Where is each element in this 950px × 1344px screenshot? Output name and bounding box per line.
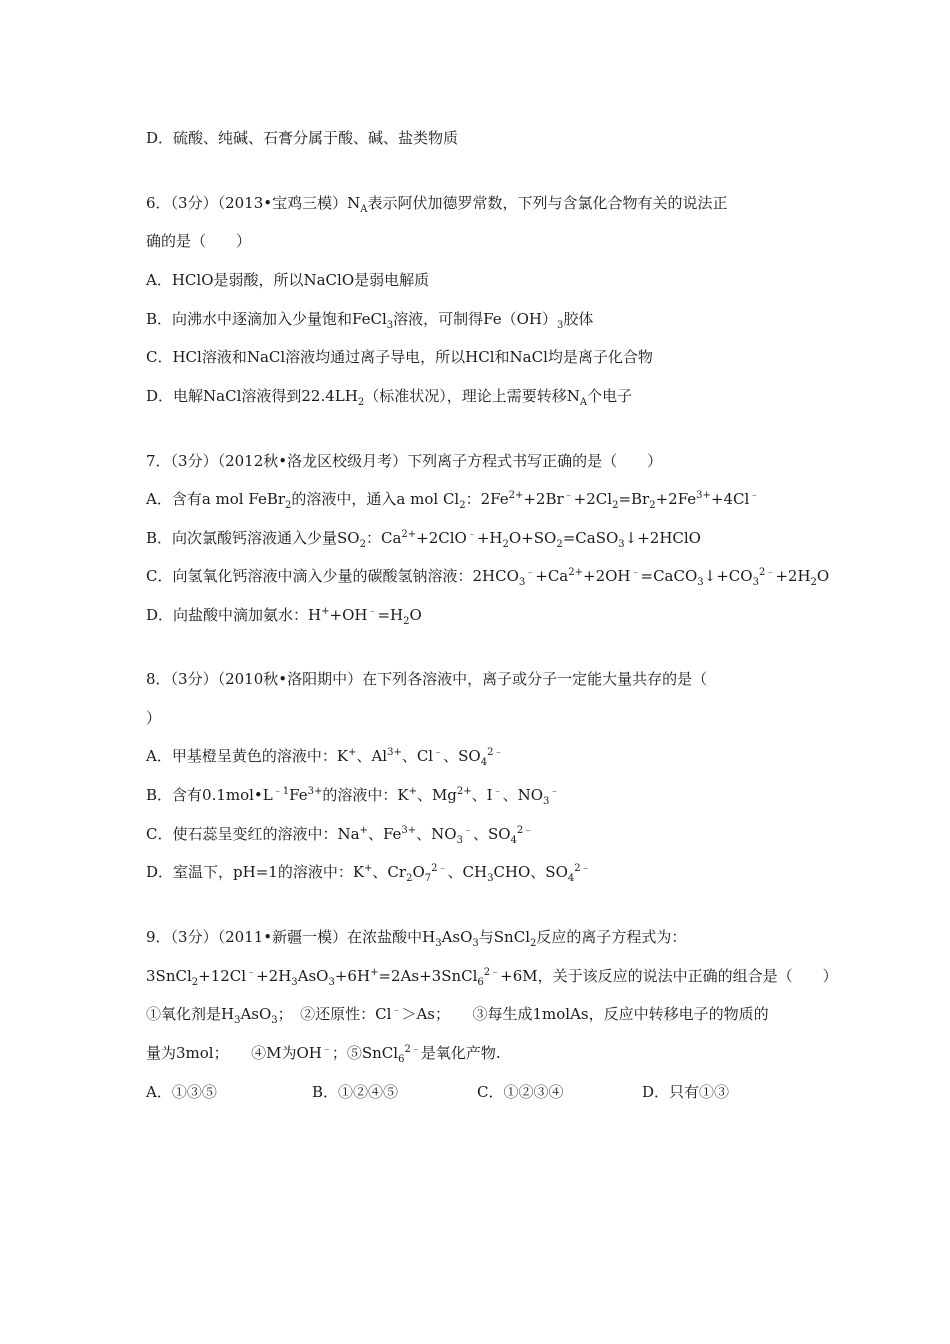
q9-eq-t6: =2As+3SnCl	[378, 967, 478, 985]
q9-option-c: C．①②③④	[477, 1083, 564, 1101]
q8-option-a	[146, 746, 503, 766]
q8-b-s1: 3	[543, 796, 550, 807]
q8-b-t2: Fe	[289, 786, 308, 804]
q9-eq-s1: 2	[191, 977, 199, 988]
q8-option-d	[146, 862, 591, 882]
q9-items2-t2: ；⑤SnCl	[331, 1044, 399, 1062]
q7-option-b	[146, 528, 701, 548]
q6-option-a	[146, 270, 429, 290]
q7-c-sup2: 2+	[568, 567, 584, 578]
q8-stem-text: 8．（3分）（2010秋•洛阳期中）在下列各溶液中，离子或分子一定能大量共存的是（	[146, 670, 708, 688]
q7-a-sup2: ﹣	[563, 490, 574, 501]
q9-stem-t3: 与SnCl	[478, 928, 530, 946]
q8-b-sup3: +	[408, 786, 417, 797]
q6-stem-sub: A	[360, 204, 368, 215]
q7-c-sup1: ﹣	[525, 567, 536, 578]
q8-d-t2: 、Cr	[372, 863, 407, 881]
q8-b-t6: 、NO	[502, 786, 544, 804]
q8-a-t4: 、SO	[443, 747, 481, 765]
q7-c-t1: C．向氢氧化钙溶液中滴入少量的碳酸氢钠溶液：2HCO	[146, 567, 519, 585]
q9-eq-t3: +2H	[256, 967, 292, 985]
q8-c-sup2: 3+	[401, 825, 417, 836]
q5-option-d-text: D．硫酸、纯碱、石膏分属于酸、碱、盐类物质	[146, 129, 459, 147]
q7-a-sup1: 2+	[508, 490, 524, 501]
q9-eq-s3: 3	[328, 977, 335, 988]
q9-eq-t5: +6H	[334, 967, 371, 985]
q8-d-t3: O	[412, 863, 425, 881]
q9-option-d: D．只有①③	[642, 1083, 730, 1101]
q8-option-b	[146, 785, 559, 805]
q8-d-t5: CHO、SO	[493, 863, 568, 881]
q7-a-t8: +4Cl	[710, 490, 750, 508]
q9-items-t4: ＞As； ③每生成1molAs，反应中转移电子的物质的	[401, 1005, 769, 1023]
q7-b-t3: +2ClO	[416, 529, 467, 547]
q7-c-s1: 3	[518, 577, 526, 588]
q6-option-a-text: A．HClO是弱酸，所以NaClO是弱电解质	[146, 271, 430, 289]
q7-a-t3: ：2Fe	[465, 490, 509, 508]
q8-a-sup2: 3+	[387, 747, 402, 758]
q6-option-d-sub1: 2	[357, 397, 365, 408]
q5-option-d	[146, 128, 458, 148]
q8-a-t3: 、Cl	[401, 747, 434, 765]
q9-stem-s2: 3	[472, 938, 479, 949]
q7-b-sup2: ﹣	[466, 529, 477, 540]
q7-option-d	[146, 605, 422, 625]
q9-items2-sup1: ﹣	[321, 1044, 332, 1055]
q8-d-t1: D．室温下，pH=1的溶液中：K	[146, 863, 365, 881]
q6-option-c-text: C．HCl溶液和NaCl溶液均通过离子导电，所以HCl和NaCl均是离子化合物	[146, 348, 653, 366]
q7-b-s3: 2	[556, 539, 563, 550]
q8-a-t2: 、Al	[356, 747, 388, 765]
q6-option-d-text: D．电解NaCl溶液得到22.4LH	[146, 387, 358, 405]
q7-c-t6: +2H	[775, 567, 811, 585]
q9-stem-t1: 9．（3分）（2011•新疆一模）在浓盐酸中H	[146, 928, 436, 946]
q7-a-t4: +2Br	[523, 490, 564, 508]
q9-eq-sup1: ﹣	[246, 967, 257, 978]
q8-stem-line2	[146, 708, 161, 728]
q9-eq-t2: +12Cl	[198, 967, 247, 985]
q8-b-sup4: 2+	[456, 786, 472, 797]
q9-items-line2	[146, 1043, 501, 1063]
q9-items2-t1: 量为3mol； ④M为OH	[146, 1044, 322, 1062]
q7-c-s2: 3	[697, 577, 704, 588]
q7-d-sup1: +	[321, 606, 330, 617]
q9-items2-t3: 是氧化产物.	[420, 1044, 501, 1062]
q7-b-sup1: 2+	[401, 529, 417, 540]
q9-items2-sup2: 2﹣	[404, 1044, 421, 1055]
q6-option-b	[146, 309, 593, 329]
q8-c-s2: 4	[510, 835, 517, 846]
q7-c-t7: O	[816, 567, 830, 585]
q8-a-t1: A．甲基橙呈黄色的溶液中：K	[146, 747, 349, 765]
q8-d-s3: 3	[487, 873, 494, 884]
q7-c-t4: =CaCO	[640, 567, 698, 585]
q6-option-b-sub1: 3	[386, 320, 394, 331]
q7-stem	[146, 451, 662, 471]
q9-option-b: B．①②④⑤	[312, 1083, 399, 1101]
q7-c-s4: 2	[810, 577, 817, 588]
q7-a-s4: 2	[649, 500, 656, 511]
q6-stem-line1	[146, 193, 728, 213]
q6-stem-line2	[146, 231, 251, 251]
q9-items-line1	[146, 1004, 769, 1024]
q9-items-t3: ； ②还原性：Cl	[277, 1005, 392, 1023]
q7-b-s2: 2	[502, 539, 509, 550]
q8-b-sup5: ﹣	[492, 786, 503, 797]
q8-c-s1: 3	[456, 835, 463, 846]
q8-b-t3: 的溶液中：K	[322, 786, 409, 804]
q9-stem-t2: AsO	[441, 928, 473, 946]
q7-d-t1: D．向盐酸中滴加氨水：H	[146, 606, 322, 624]
q8-b-t4: 、Mg	[416, 786, 457, 804]
q8-c-t2: 、Fe	[367, 825, 402, 843]
q7-c-t2: +Ca	[535, 567, 569, 585]
q7-d-sup2: ﹣	[367, 606, 378, 617]
q7-a-t5: +2Cl	[573, 490, 613, 508]
q6-option-b-sub2: 3	[556, 320, 564, 331]
q9-options	[146, 1082, 729, 1102]
q9-items-t2: AsO	[240, 1005, 272, 1023]
q8-d-sup2: 2﹣	[431, 863, 448, 874]
q7-stem-text: 7．（3分）（2012秋•洛龙区校级月考）下列离子方程式书写正确的是（ ）	[146, 452, 663, 470]
q8-stem-line1	[146, 669, 707, 689]
q7-b-t2: ：Ca	[365, 529, 402, 547]
q6-option-b-text: B．向沸水中逐滴加入少量饱和FeCl	[146, 310, 387, 328]
q8-c-sup4: 2﹣	[516, 825, 534, 836]
q9-items-s2: 3	[271, 1015, 278, 1026]
q6-stem-text: 6．（3分）（2013•宝鸡三模）N	[146, 194, 361, 212]
q7-d-s1: 2	[403, 616, 410, 627]
q7-a-sup4: ﹣	[749, 490, 760, 501]
q6-stem-rest: 表示阿伏加德罗常数，下列与含氯化合物有关的说法正	[367, 194, 728, 212]
q8-c-sup3: ﹣	[462, 825, 473, 836]
q8-c-t1: C．使石蕊呈变红的溶液中：Na	[146, 825, 360, 843]
q8-stem-line2-text: ）	[146, 709, 162, 727]
q8-d-s2: 7	[424, 873, 432, 884]
q8-b-t1: B．含有0.1mol•L	[146, 786, 273, 804]
q8-b-sup1: ﹣1	[272, 786, 290, 797]
q7-a-sup3: 3+	[696, 490, 711, 501]
q7-a-s2: 2	[459, 500, 466, 511]
q9-option-a: A．①③⑤	[146, 1083, 217, 1101]
q9-items-s1: 3	[234, 1015, 241, 1026]
q7-c-t3: +2OH	[583, 567, 631, 585]
q7-a-s1: 2	[285, 500, 292, 511]
q7-a-t1: A．含有a mol FeBr	[146, 490, 286, 508]
q9-equation	[146, 966, 838, 986]
q9-eq-t4: AsO	[297, 967, 329, 985]
q7-c-t5: ↓+CO	[703, 567, 753, 585]
q7-b-t5: O+SO	[508, 529, 557, 547]
q6-option-d-sub2: A	[579, 397, 588, 408]
q8-a-s1: 4	[480, 757, 488, 768]
q6-stem-line2-text: 确的是（ ）	[146, 232, 252, 250]
q7-a-t2: 的溶液中，通入a mol Cl	[291, 490, 460, 508]
q7-d-t2: +OH	[329, 606, 368, 624]
q8-a-sup4: 2﹣	[487, 747, 504, 758]
q7-b-t4: +H	[476, 529, 503, 547]
q9-items2-s1: 6	[398, 1054, 405, 1065]
q8-d-s4: 4	[567, 873, 575, 884]
q8-b-sup6: ﹣	[549, 786, 560, 797]
q9-stem-s3: 2	[530, 938, 537, 949]
q7-c-sup3: ﹣	[630, 567, 641, 578]
q7-b-t1: B．向次氯酸钙溶液通入少量SO	[146, 529, 360, 547]
q6-option-d-mid: （标准状况），理论上需要转移N	[364, 387, 580, 405]
q8-option-c	[146, 824, 533, 844]
q7-c-s3: 3	[752, 577, 759, 588]
q9-items-t1: ①氧化剂是H	[146, 1005, 235, 1023]
q9-items-sup1: ﹣	[391, 1005, 402, 1016]
q8-d-s1: 2	[406, 873, 413, 884]
q9-stem-t4: 反应的离子方程式为：	[536, 928, 687, 946]
q7-b-s4: 3	[618, 539, 625, 550]
q8-a-sup1: +	[348, 747, 357, 758]
q7-c-sup4: 2﹣	[758, 567, 776, 578]
q9-eq-s2: 3	[291, 977, 298, 988]
q8-c-sup1: +	[359, 825, 368, 836]
q7-a-t7: +2Fe	[655, 490, 697, 508]
q9-eq-sup3: 2﹣	[483, 967, 501, 978]
q8-b-t5: 、I	[471, 786, 493, 804]
q6-option-d-post: 个电子	[587, 387, 633, 405]
q7-d-t3: =H	[377, 606, 404, 624]
q6-option-c	[146, 347, 653, 367]
q9-eq-s4: 6	[477, 977, 484, 988]
q8-d-sup3: 2﹣	[574, 863, 591, 874]
q7-a-t6: =Br	[618, 490, 650, 508]
q8-a-sup3: ﹣	[433, 747, 444, 758]
q9-eq-t7: +6M，关于该反应的说法中正确的组合是（ ）	[500, 967, 838, 985]
q7-b-t6: =CaSO	[562, 529, 619, 547]
q9-stem	[146, 927, 686, 947]
q8-b-sup2: 3+	[307, 786, 323, 797]
q7-b-t7: ↓+2HClO	[624, 529, 701, 547]
q8-c-t4: 、SO	[472, 825, 511, 843]
q7-option-a	[146, 489, 759, 509]
q6-option-d	[146, 386, 632, 406]
q6-option-b-post: 胶体	[563, 310, 594, 328]
q7-option-c	[146, 566, 829, 586]
q9-eq-sup2: +	[370, 967, 379, 978]
q7-b-s1: 2	[359, 539, 366, 550]
q6-option-b-mid: 溶液，可制得Fe（OH）	[393, 310, 557, 328]
q7-d-t4: O	[409, 606, 422, 624]
q9-stem-s1: 3	[435, 938, 442, 949]
q8-c-t3: 、NO	[416, 825, 457, 843]
q8-d-sup1: +	[364, 863, 373, 874]
q7-a-s3: 2	[612, 500, 619, 511]
q8-d-t4: 、CH	[447, 863, 488, 881]
q9-eq-t1: 3SnCl	[146, 967, 192, 985]
